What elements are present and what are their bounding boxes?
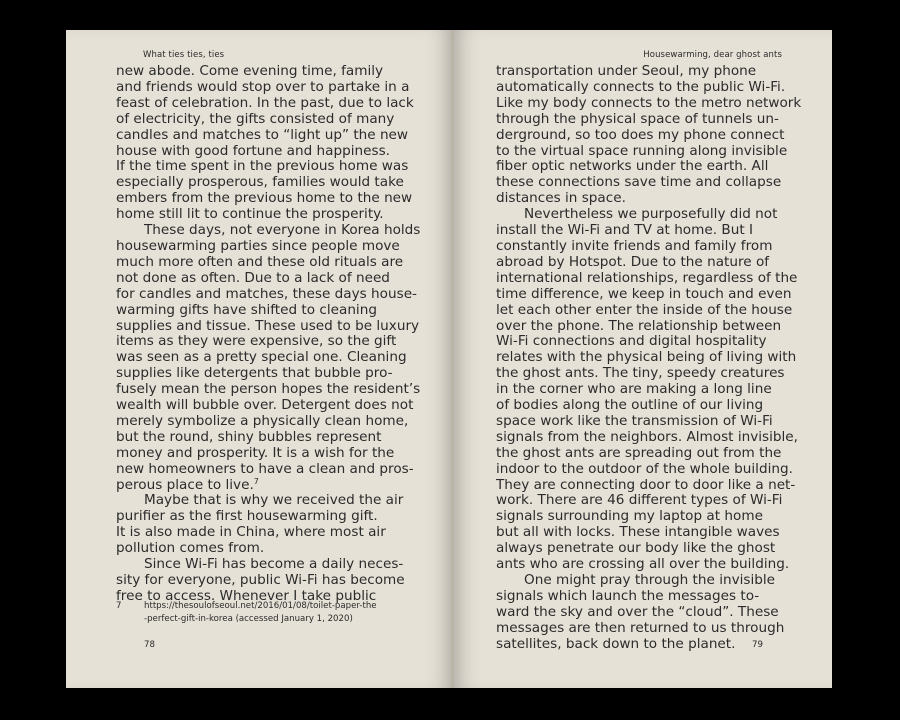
text-line: warming gifts have shifted to cleaning bbox=[116, 301, 377, 318]
text-line: work. There are 46 different types of Wi-Fi bbox=[496, 492, 783, 509]
text-line: in the corner who are making a long line bbox=[496, 381, 772, 398]
text-line: especially prosperous, families would take bbox=[116, 174, 404, 191]
text-line: They are connecting door to door like a net- bbox=[496, 476, 796, 493]
text-line: candles and matches to “light up” the new bbox=[116, 126, 409, 143]
text-line: items as they were expensive, so the gift bbox=[116, 333, 397, 350]
text-line: Nevertheless we purposefully did not bbox=[524, 206, 778, 223]
footnote-line: -perfect-gift-in-korea (accessed January 1, 2020) bbox=[144, 613, 353, 624]
text-line: but all with locks. These intangible waves bbox=[496, 524, 780, 541]
text-line: purifier as the first housewarming gift. bbox=[116, 508, 378, 525]
text-line: messages are then returned to us through bbox=[496, 619, 785, 636]
text-line: supplies like detergents that bubble pro- bbox=[116, 365, 393, 382]
text-line: distances in space. bbox=[496, 190, 626, 207]
text-line: indoor to the outdoor of the whole building. bbox=[496, 460, 793, 477]
text-line: supplies and tissue. These used to be luxury bbox=[116, 317, 420, 334]
footnote-reference[interactable]: 7 bbox=[253, 476, 259, 486]
text-line: sity for everyone, public Wi-Fi has become bbox=[116, 572, 405, 588]
text-line: of bodies along the outline of our living bbox=[496, 397, 764, 414]
text-line: house with good fortune and happiness. bbox=[116, 142, 390, 159]
text-line: these connections save time and collapse bbox=[496, 174, 782, 191]
right-running-header: Housewarming, dear ghost ants bbox=[643, 50, 782, 60]
text-line: pollution comes from. bbox=[116, 540, 265, 557]
footnote-text bbox=[144, 600, 377, 625]
text-line: Like my body connects to the metro network bbox=[496, 94, 802, 111]
text-line: the ghost ants are spreading out from the bbox=[496, 444, 782, 461]
text-line: of electricity, the gifts consisted of many bbox=[116, 110, 395, 127]
text-line: wealth will bubble over. Detergent does not bbox=[116, 397, 414, 414]
text-line: let each other enter the inside of the house bbox=[496, 301, 793, 318]
text-line: new abode. Come evening time, family bbox=[116, 63, 384, 79]
text-line: signals which launch the messages to- bbox=[496, 587, 760, 604]
left-body-text bbox=[116, 64, 442, 605]
text-line: satellites, back down to the planet. bbox=[496, 635, 736, 652]
text-line: the ghost ants. The tiny, speedy creatures bbox=[496, 365, 785, 382]
text-line: embers from the previous home to the new bbox=[116, 190, 413, 207]
text-line: time difference, we keep in touch and even bbox=[496, 285, 792, 302]
text-line: Since Wi-Fi has become a daily neces- bbox=[144, 556, 404, 573]
right-page bbox=[454, 30, 832, 688]
text-line: international relationships, regardless of the bbox=[496, 269, 798, 286]
text-line: abroad by Hotspot. Due to the nature of bbox=[496, 253, 770, 270]
text-line: for candles and matches, these days house- bbox=[116, 285, 417, 302]
text-line: relates with the physical being of living with bbox=[496, 349, 797, 366]
text-line: feast of celebration. In the past, due to lack bbox=[116, 94, 414, 111]
text-line: One might pray through the invisible bbox=[524, 572, 776, 588]
text-line: money and prosperity. It is a wish for the bbox=[116, 444, 395, 461]
left-page bbox=[66, 30, 452, 688]
text-line: automatically connects to the public Wi-Fi. bbox=[496, 78, 786, 95]
text-line: constantly invite friends and family from bbox=[496, 237, 773, 254]
text-line: home still lit to continue the prosperity. bbox=[116, 206, 384, 223]
text-line: through the physical space of tunnels un- bbox=[496, 110, 779, 127]
text-line: It is also made in China, where most air bbox=[116, 524, 386, 541]
text-line: housewarming parties since people move bbox=[116, 237, 400, 254]
text-line: and friends would stop over to partake in a bbox=[116, 78, 410, 95]
text-line: Wi-Fi connections and digital hospitality bbox=[496, 333, 767, 350]
text-line: These days, not everyone in Korea holds bbox=[144, 222, 421, 239]
page-number: 79 bbox=[752, 640, 763, 650]
right-body-text bbox=[496, 64, 806, 653]
text-line: ward the sky and over the “cloud”. These bbox=[496, 603, 779, 620]
text-line: ants who are crossing all over the building. bbox=[496, 556, 790, 573]
text-line: signals surrounding my laptop at home bbox=[496, 508, 763, 525]
text-line: fusely mean the person hopes the resident’s bbox=[116, 381, 421, 398]
text-line-with-footnote bbox=[116, 478, 442, 494]
footnote-line[interactable]: https://thesoulofseoul.net/2016/01/08/toilet-paper-the bbox=[144, 601, 377, 611]
text-line: perous place to live. bbox=[116, 476, 254, 493]
text-line: but the round, shiny bubbles represent bbox=[116, 428, 382, 445]
text-line: install the Wi-Fi and TV at home. But I bbox=[496, 222, 753, 239]
text-line: was seen as a pretty special one. Cleaning bbox=[116, 349, 407, 366]
text-line: fiber optic networks under the earth. All bbox=[496, 158, 769, 175]
text-line: always penetrate our body like the ghost bbox=[496, 540, 776, 557]
text-line: free to access. Whenever I take public bbox=[116, 587, 377, 604]
text-line: Maybe that is why we received the air bbox=[144, 492, 404, 509]
text-line: transportation under Seoul, my phone bbox=[496, 63, 757, 79]
text-line: much more often and these old rituals are bbox=[116, 253, 404, 270]
left-running-header: What ties ties, ties bbox=[143, 50, 225, 60]
text-line: space work like the transmission of Wi-Fi bbox=[496, 412, 773, 429]
text-line: to the virtual space running along invisible bbox=[496, 142, 788, 159]
text-line: derground, so too does my phone connect bbox=[496, 126, 785, 143]
text-line: signals from the neighbors. Almost invisible, bbox=[496, 428, 798, 445]
page-number: 78 bbox=[144, 640, 155, 650]
text-line: merely symbolize a physically clean home, bbox=[116, 412, 409, 429]
text-line: not done as often. Due to a lack of need bbox=[116, 269, 390, 286]
text-line: new homeowners to have a clean and pros- bbox=[116, 460, 414, 477]
text-line: over the phone. The relationship between bbox=[496, 317, 782, 334]
text-line: If the time spent in the previous home was bbox=[116, 158, 409, 175]
footnote-number: 7 bbox=[116, 601, 122, 611]
